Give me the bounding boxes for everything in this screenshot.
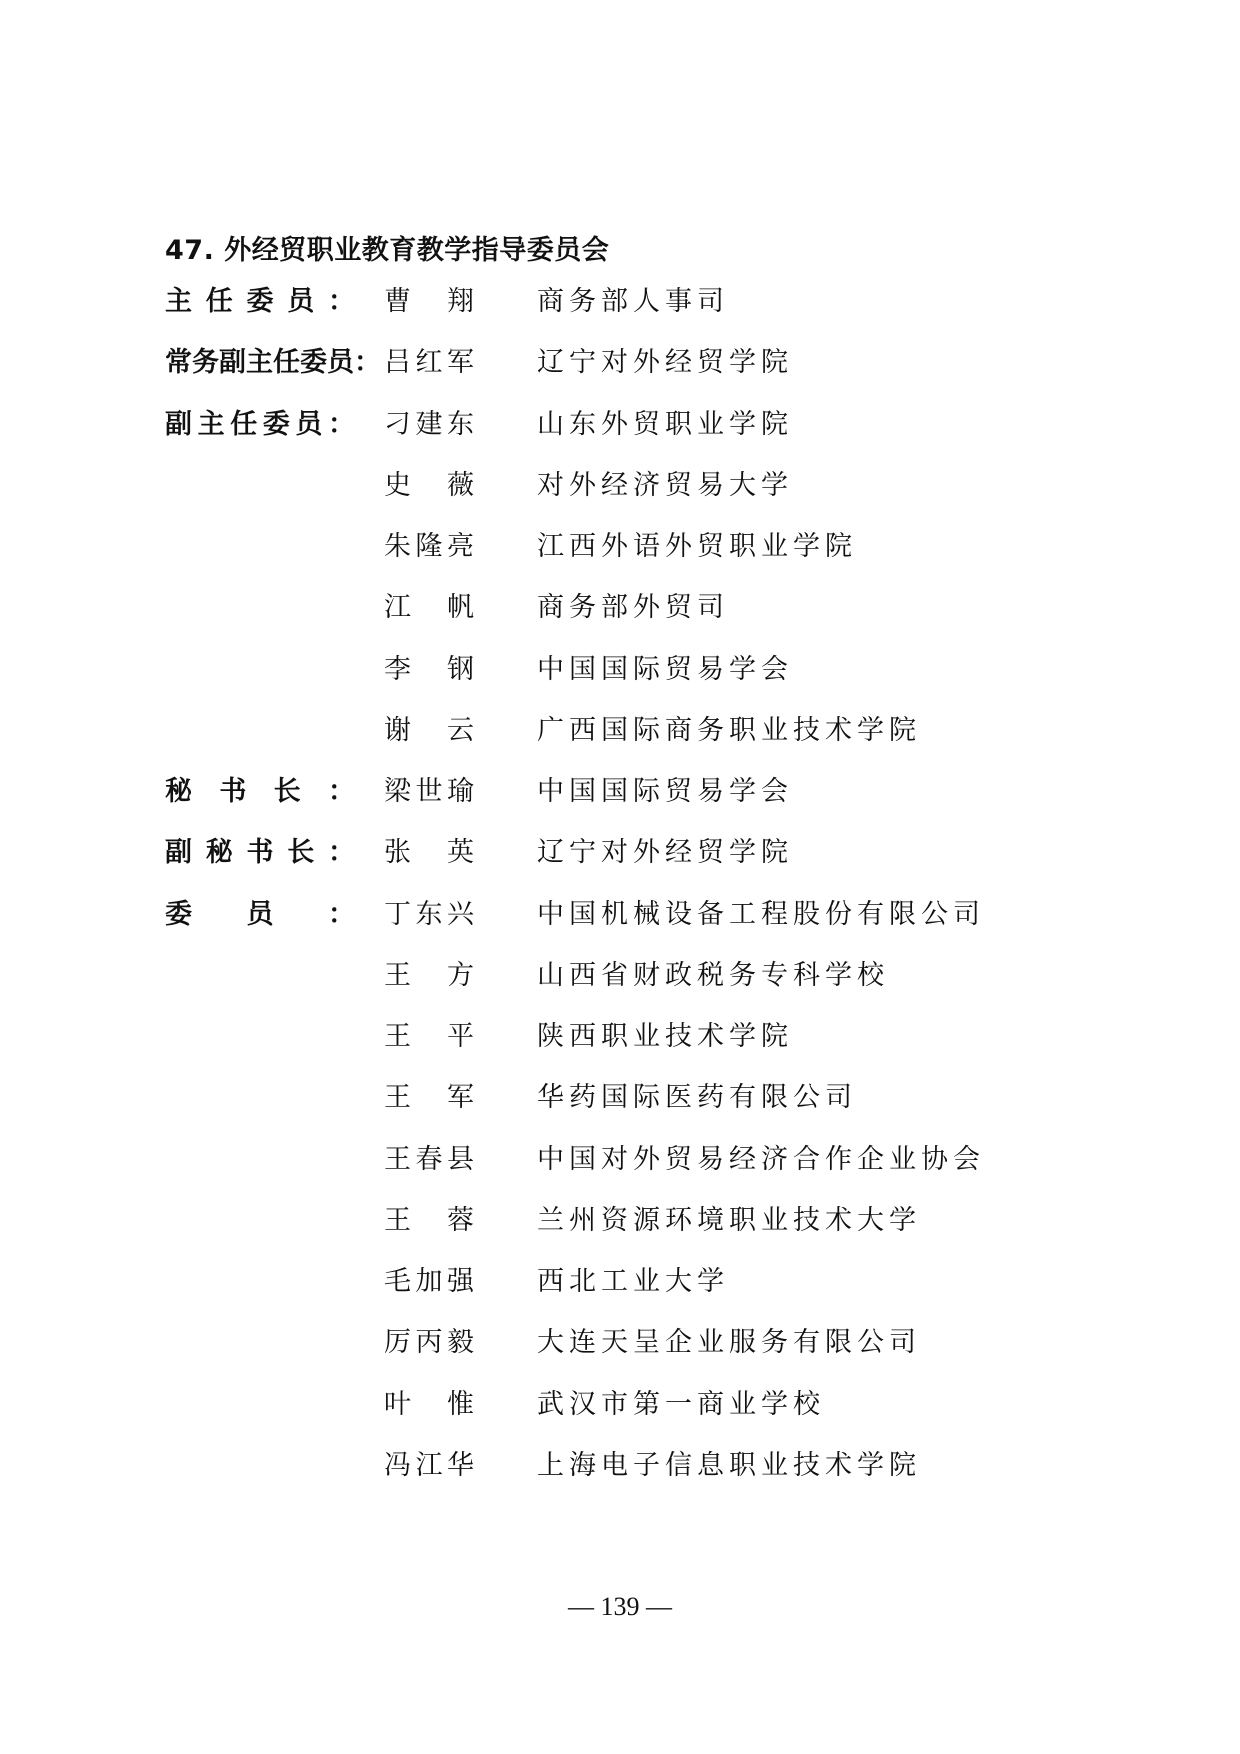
role-label bbox=[165, 652, 359, 688]
role-label bbox=[165, 1019, 359, 1055]
member-organization: 中国国际贸易学会 bbox=[537, 776, 793, 807]
member-organization: 辽宁对外经贸学院 bbox=[537, 347, 793, 379]
member-row bbox=[165, 1325, 1165, 1386]
member-row bbox=[165, 774, 1165, 835]
member-name: 史 薇 bbox=[384, 469, 474, 501]
member-row bbox=[165, 1142, 1165, 1203]
member-row bbox=[165, 958, 1165, 1019]
role-label bbox=[165, 713, 359, 749]
member-name: 张 英 bbox=[384, 837, 474, 869]
member-row bbox=[165, 652, 1165, 713]
member-row bbox=[165, 713, 1165, 774]
member-organization: 辽宁对外经贸学院 bbox=[537, 837, 793, 869]
role-label bbox=[165, 1448, 359, 1484]
member-organization: 华药国际医药有限公司 bbox=[537, 1082, 857, 1114]
role-label bbox=[165, 1387, 359, 1423]
role-label bbox=[165, 1325, 359, 1361]
member-organization: 中国机械设备工程股份有限公司 bbox=[537, 898, 985, 930]
member-organization: 中国对外贸易经济合作企业协会 bbox=[537, 1143, 985, 1175]
member-row bbox=[165, 590, 1165, 651]
member-name: 王 军 bbox=[384, 1082, 474, 1114]
member-organization: 对外经济贸易大学 bbox=[537, 469, 793, 501]
member-list bbox=[165, 284, 1165, 1509]
member-organization: 广西国际商务职业技术学院 bbox=[537, 714, 921, 746]
member-name: 江 帆 bbox=[384, 592, 474, 624]
member-name: 厉 丙 毅 bbox=[384, 1327, 474, 1359]
member-row bbox=[165, 1080, 1165, 1141]
role-label: 主 任 委 员 ： bbox=[165, 286, 355, 317]
member-row bbox=[165, 835, 1165, 896]
member-organization: 兰州资源环境职业技术大学 bbox=[537, 1204, 921, 1236]
role-label bbox=[165, 958, 359, 994]
member-name: 梁 世 瑜 bbox=[384, 776, 474, 807]
member-row bbox=[165, 345, 1165, 406]
section-title: 47. 外经贸职业教育教学指导委员会 bbox=[165, 235, 610, 266]
member-name: 王 方 bbox=[384, 959, 474, 991]
member-row bbox=[165, 529, 1165, 590]
member-name: 吕 红 军 bbox=[384, 347, 474, 379]
member-organization: 大连天呈企业服务有限公司 bbox=[537, 1327, 921, 1359]
role-label bbox=[165, 1142, 359, 1178]
member-name: 朱 隆 亮 bbox=[384, 531, 474, 562]
role-label: 常 务 副 主 任 委 员 ： bbox=[165, 347, 381, 379]
role-label bbox=[165, 529, 359, 565]
member-organization: 山东外贸职业学院 bbox=[537, 408, 793, 440]
role-label bbox=[165, 468, 359, 504]
member-organization: 商务部人事司 bbox=[537, 286, 729, 317]
member-organization: 山西省财政税务专科学校 bbox=[537, 959, 889, 991]
member-row bbox=[165, 407, 1165, 468]
role-label bbox=[165, 1264, 359, 1300]
member-organization: 上海电子信息职业技术学院 bbox=[537, 1449, 921, 1481]
member-name: 刁 建 东 bbox=[384, 408, 474, 440]
member-name: 冯 江 华 bbox=[384, 1449, 474, 1481]
member-name: 王 春 县 bbox=[384, 1143, 474, 1175]
member-name: 王 平 bbox=[384, 1021, 474, 1052]
member-row bbox=[165, 1387, 1165, 1448]
role-label: 委 员 ： bbox=[165, 898, 355, 930]
page-number: — 139 — bbox=[568, 1592, 672, 1621]
member-organization: 陕西职业技术学院 bbox=[537, 1021, 793, 1052]
member-organization: 武汉市第一商业学校 bbox=[537, 1388, 825, 1420]
member-organization: 商务部外贸司 bbox=[537, 592, 729, 624]
role-label bbox=[165, 1203, 359, 1239]
member-row bbox=[165, 284, 1165, 345]
member-row bbox=[165, 1264, 1165, 1325]
role-label bbox=[165, 590, 359, 626]
role-label: 副 秘 书 长 ： bbox=[165, 837, 355, 869]
member-row bbox=[165, 1203, 1165, 1264]
role-label: 秘 书 长 ： bbox=[165, 776, 355, 807]
member-organization: 中国国际贸易学会 bbox=[537, 653, 793, 685]
member-name: 叶 惟 bbox=[384, 1388, 474, 1420]
member-name: 丁 东 兴 bbox=[384, 898, 474, 930]
member-name: 曹 翔 bbox=[384, 286, 474, 317]
member-organization: 西北工业大学 bbox=[537, 1266, 729, 1297]
member-row bbox=[165, 468, 1165, 529]
member-name: 王 蓉 bbox=[384, 1204, 474, 1236]
role-label: 副 主 任 委 员 ： bbox=[165, 408, 355, 440]
member-organization: 江西外语外贸职业学院 bbox=[537, 531, 857, 562]
member-name: 谢 云 bbox=[384, 714, 474, 746]
member-name: 李 钢 bbox=[384, 653, 474, 685]
member-row bbox=[165, 1448, 1165, 1509]
member-row bbox=[165, 1019, 1165, 1080]
member-row bbox=[165, 897, 1165, 958]
role-label bbox=[165, 1080, 359, 1116]
member-name: 毛 加 强 bbox=[384, 1266, 474, 1297]
